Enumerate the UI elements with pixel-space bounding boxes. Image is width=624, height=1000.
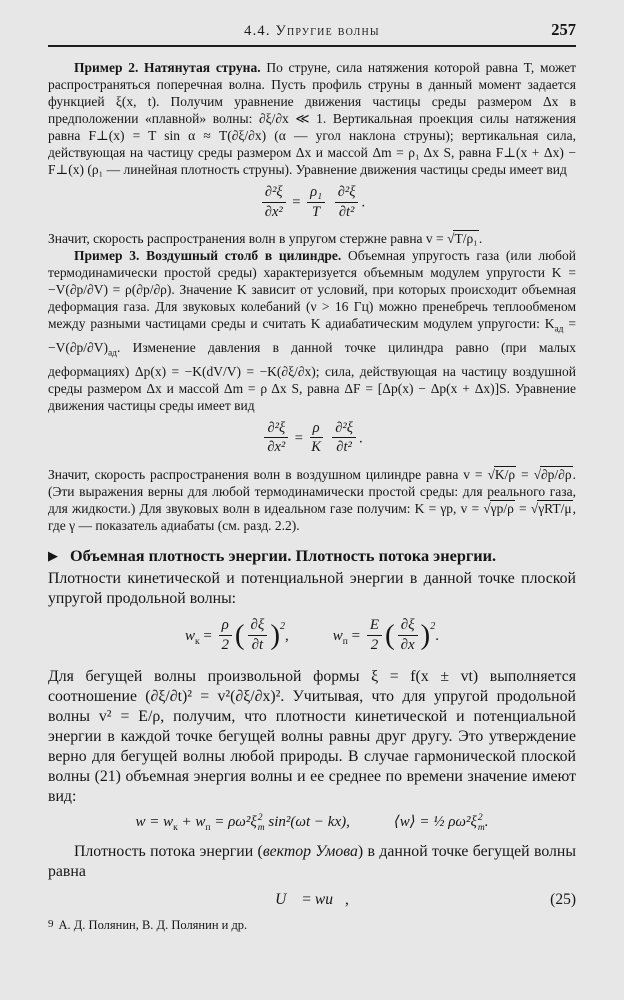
footnote: [48, 918, 576, 933]
right-paren: ): [270, 618, 281, 651]
section-heading-title: Объемная плотность энергии. Плотность потока энергии.: [70, 546, 497, 566]
umov-vector-term: вектор Умова: [262, 843, 358, 861]
conclusion-air: Значит, скорость распространения волн в воздушном цилиндре равна v = √K/ρ = √∂p/∂ρ. (Эти выражения верны для любой термодинамически простой среды: для реального газа, для жидкости.) Для звуковых волн в идеальном газе получим: K = γp, v = √γp/ρ = √γRT/μ, где γ — показатель адиабаты (см. разд. 2.2).: [48, 467, 576, 534]
fraction: $\frac{\partial\xi}{\partial x}$: [398, 617, 418, 655]
example2-lead: Пример 2. Натянутая струна.: [74, 60, 261, 75]
equation-number: (25): [550, 891, 576, 909]
fraction: $\frac{\rho}{K}$: [311, 419, 321, 456]
equation-total-energy: $w = w_к + w_п = \rho\omega^2\xi$ 2 m sin²(ωt − kx), ⟨w⟩ = ½ ρω²ξ 2 m .: [135, 813, 489, 833]
example3-paragraph: Пример 3. Воздушный столб в цилиндре. Объемная упругость газа (или любой термодинамически простой среды) характеризуется объемным модулем упругости K = −V(∂p/∂V) = ρ(∂p/∂ρ). Значение K зависит от условий, при которых происходит объемная деформация газа. Для звуковых колебаний (ν > 16 Гц) можно пренебречь теплообменом между разными частицами среды и считать K адиабатическим модулем упругости: $K_{ад} = -V(\partial p/\partial V)_{ад}$. Изменение давления в данной точке цилиндра равно (при малых деформациях) Δp(x) = −K(dV/V) = −K(∂ξ/∂x); сила, действующая на частицу воздушной среды размером Δx и массой Δm = ρ Δx S, равна ΔF = [Δp(x) − Δp(x + Δx)]S. Уравнение движения частицы среды имеет вид: [48, 248, 577, 413]
equation-energy-densities: $w_к$ = $\frac{\rho}{2}$ ( $\frac{\partial\xi}{\partial t}$ )$^2$, $w_п$ = $\frac{E}{2}$ ( $\frac{\partial\xi}{\partial x}$ )$^2$.: [185, 617, 439, 654]
sup-sub-stack: 2 m: [477, 813, 485, 833]
fraction: $\frac{\partial\xi}{\partial t}$: [248, 617, 268, 655]
subscript-ad: ад: [554, 325, 564, 336]
footnote-mark: 9: [48, 918, 54, 931]
running-header: [48, 20, 576, 47]
radical-sign: √: [530, 501, 539, 517]
example2-paragraph: [48, 59, 576, 178]
radicand: γRT/μ: [538, 501, 572, 517]
radicand: ∂p/∂ρ: [541, 467, 572, 483]
equation-air-column: $\frac{\text{∂²ξ}}{\text{∂x²}}$ = $\frac{\rho}{K}$ $\frac{\text{∂²ξ}}{\text{∂t²}}$ .: [48, 421, 576, 457]
radical-sign: √: [483, 501, 491, 517]
fraction: $\frac{E}{2}$: [367, 617, 382, 655]
fraction: $\frac{\text{∂²ξ}}{\text{∂t²}}$: [335, 184, 359, 220]
fraction: $\frac{\text{ρ₁}}{T}$: [307, 184, 325, 220]
subscript-ad: ад: [107, 348, 118, 359]
radical-sign: √: [447, 231, 455, 247]
left-paren: (: [385, 618, 395, 651]
footnote-text: А. Д. Полянин, В. Д. Полянин и др.: [58, 918, 248, 933]
radicand: K/ρ: [494, 467, 516, 483]
fraction: $\frac{\rho}{2}$: [219, 617, 232, 655]
energy-flux-paragraph: Плотность потока энергии (вектор Умова) в данной точке бегущей волны равна: [48, 843, 576, 881]
sup-sub-stack: 2 m: [257, 813, 265, 833]
section-title: 4.4. Упругие волны: [244, 23, 380, 39]
example3-lead: Пример 3. Воздушный столб в цилиндре.: [74, 248, 342, 264]
left-paren: (: [234, 618, 245, 651]
energy-intro-paragraph: Плотности кинетической и потенциальной энергии в данной точке плоской упругой продольной волны:: [48, 570, 576, 608]
fraction: $\frac{\text{∂²ξ}}{\text{∂x²}}$: [262, 184, 286, 220]
triangle-marker-icon: ▶: [48, 548, 58, 564]
traveling-wave-paragraph: Для бегущей волны произвольной формы ξ = f(x ± vt) выполняется соотношение (∂ξ/∂t)² = v²(∂ξ/∂x)². Учитывая, что для упругой продольной волны v² = E/ρ, получим, что плотности кинетической и потенциальной энергии в каждой точке бегущей волны равны друг другу. Это утверждение верно для бегущей волны любой природы. В случае гармонической плоской волны (21) объемная энергия волны и ее среднее по времени значение имеют вид:: [48, 667, 576, 805]
radical-sign: √: [533, 467, 542, 483]
page-number: 257: [551, 20, 576, 39]
radical-sign: √: [487, 467, 495, 483]
radicand: γp/ρ: [490, 501, 514, 517]
section-heading: [48, 546, 576, 566]
conclusion-string: Значит, скорость распространения волн в упругом стержне равна v = √T/ρ₁.: [48, 231, 483, 247]
equation-umov-vector: U⃗ = wu⃗, (25): [275, 891, 576, 909]
fraction: $\frac{\text{∂²ξ}}{\text{∂t²}}$: [332, 420, 356, 456]
fraction: $\frac{\text{∂²ξ}}{\text{∂x²}}$: [264, 420, 288, 456]
equation-string-wave: $\frac{\text{∂²ξ}}{\text{∂x²}}$ = $\frac{\text{ρ₁}}{T}$ $\frac{\text{∂²ξ}}{\text{∂t²}}$ .: [48, 185, 576, 221]
right-paren: ): [420, 618, 431, 651]
radicand: T/ρ₁: [454, 231, 478, 247]
example2-body: По струне, сила натяжения которой равна T, может распространяться поперечная волна. Пусть профиль струны в данный момент задается функцией ξ(x, t). Получим уравнение движения частицы среды размером Δx в предположении «плавной» волны: ∂ξ/∂x ≪ 1. Вертикальная проекция силы натяжения равна F⊥(x) = T sin α ≈ T(∂ξ/∂x) (α — угол наклона струны); вертикальная сила, действующая на частицу среды размером Δx и массой Δm = ρ₁ Δx S, равна F⊥(x + Δx) − F⊥(x) (ρ₁ — линейная плотность струны). Уравнение движения частицы среды имеет вид: [48, 60, 576, 177]
